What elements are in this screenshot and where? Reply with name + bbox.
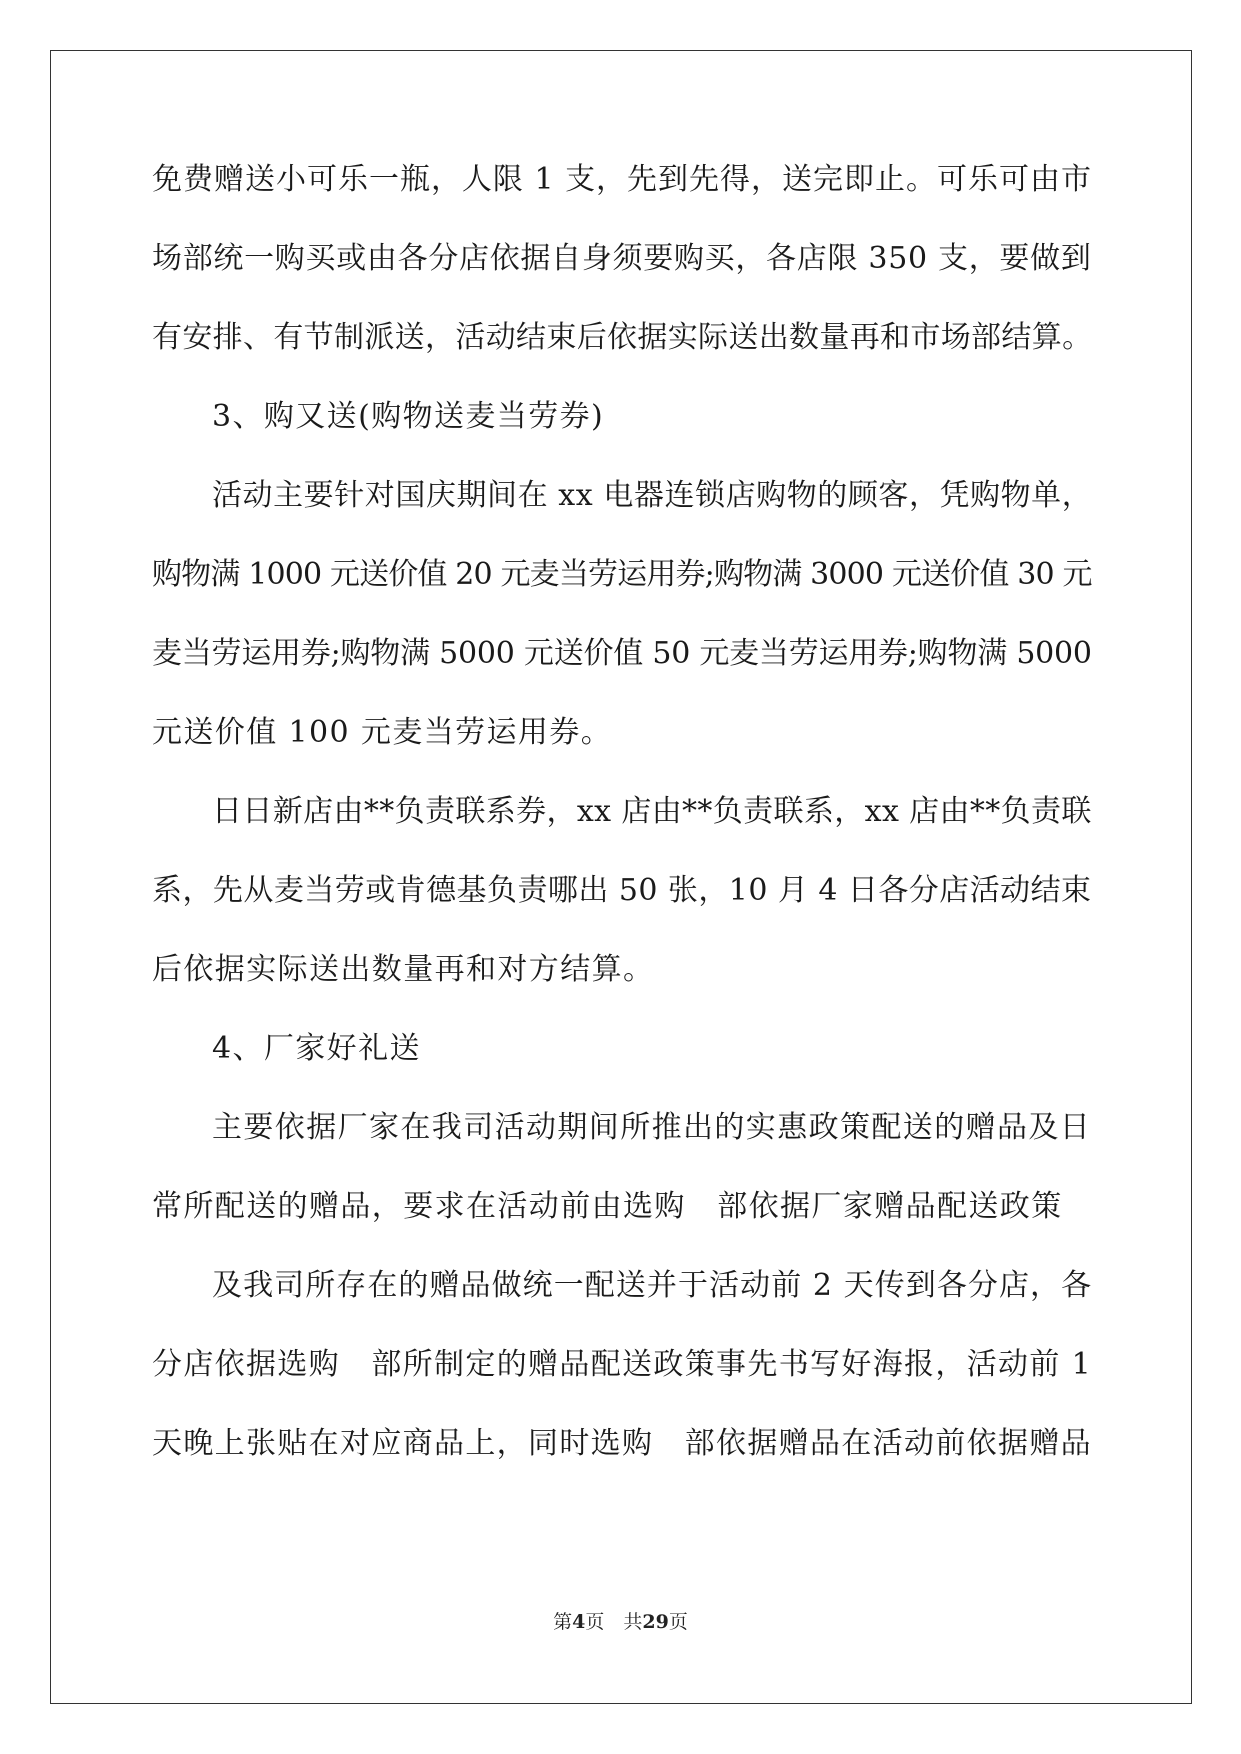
page-number: 4: [572, 1611, 586, 1633]
text-line: 麦当劳运用券;购物满 5000 元送价值 50 元麦当劳运用券;购物满 5000: [152, 636, 1092, 671]
text-line: 主要依据厂家在我司活动期间所推出的实惠政策配送的赠品及日: [212, 1110, 1092, 1145]
text-line: 元送价值 100 元麦当劳运用券。: [152, 715, 613, 750]
document-body: [152, 160, 1092, 1503]
text-line: 场部统一购买或由各分店依据自身须要购买，各店限 350 支，要做到: [152, 241, 1092, 276]
text-line: 及我司所存在的赠品做统一配送并于活动前 2 天传到各分店，各: [212, 1268, 1093, 1303]
text-line: 系，先从麦当劳或肯德基负责哪出 50 张，10 月 4 日各分店活动结束: [152, 873, 1092, 908]
text-line: 3、购又送(购物送麦当劳券): [212, 399, 605, 434]
text-line: 分店依据选购 部所制定的赠品配送政策事先书写好海报，活动前 1: [152, 1347, 1093, 1382]
page-suffix: 页: [585, 1611, 605, 1633]
text-line: 活动主要针对国庆期间在 xx 电器连锁店购物的顾客，凭购物单，: [212, 478, 1093, 513]
text-line: 4、厂家好礼送: [212, 1031, 421, 1066]
text-line: 日日新店由**负责联系券，xx 店由**负责联系，xx 店由**负责联: [212, 794, 1092, 829]
text-line: 后依据实际送出数量再和对方结算。: [152, 952, 655, 987]
text-line: 免费赠送小可乐一瓶，人限 1 支，先到先得，送完即止。可乐可由市: [152, 162, 1092, 197]
total-pages: 29: [642, 1611, 669, 1633]
text-line: 常所配送的赠品，要求在活动前由选购 部依据厂家赠品配送政策: [152, 1189, 1063, 1224]
page-prefix: 第: [553, 1611, 573, 1633]
page-footer: [0, 1610, 1241, 1634]
text-line: 天晚上张贴在对应商品上，同时选购 部依据赠品在活动前依据赠品: [152, 1426, 1092, 1461]
total-prefix: 共: [623, 1611, 643, 1633]
total-suffix: 页: [668, 1611, 688, 1633]
text-line: 购物满 1000 元送价值 20 元麦当劳运用券;购物满 3000 元送价值 30 元: [152, 557, 1092, 592]
text-line: 有安排、有节制派送，活动结束后依据实际送出数量再和市场部结算。: [152, 320, 1093, 355]
